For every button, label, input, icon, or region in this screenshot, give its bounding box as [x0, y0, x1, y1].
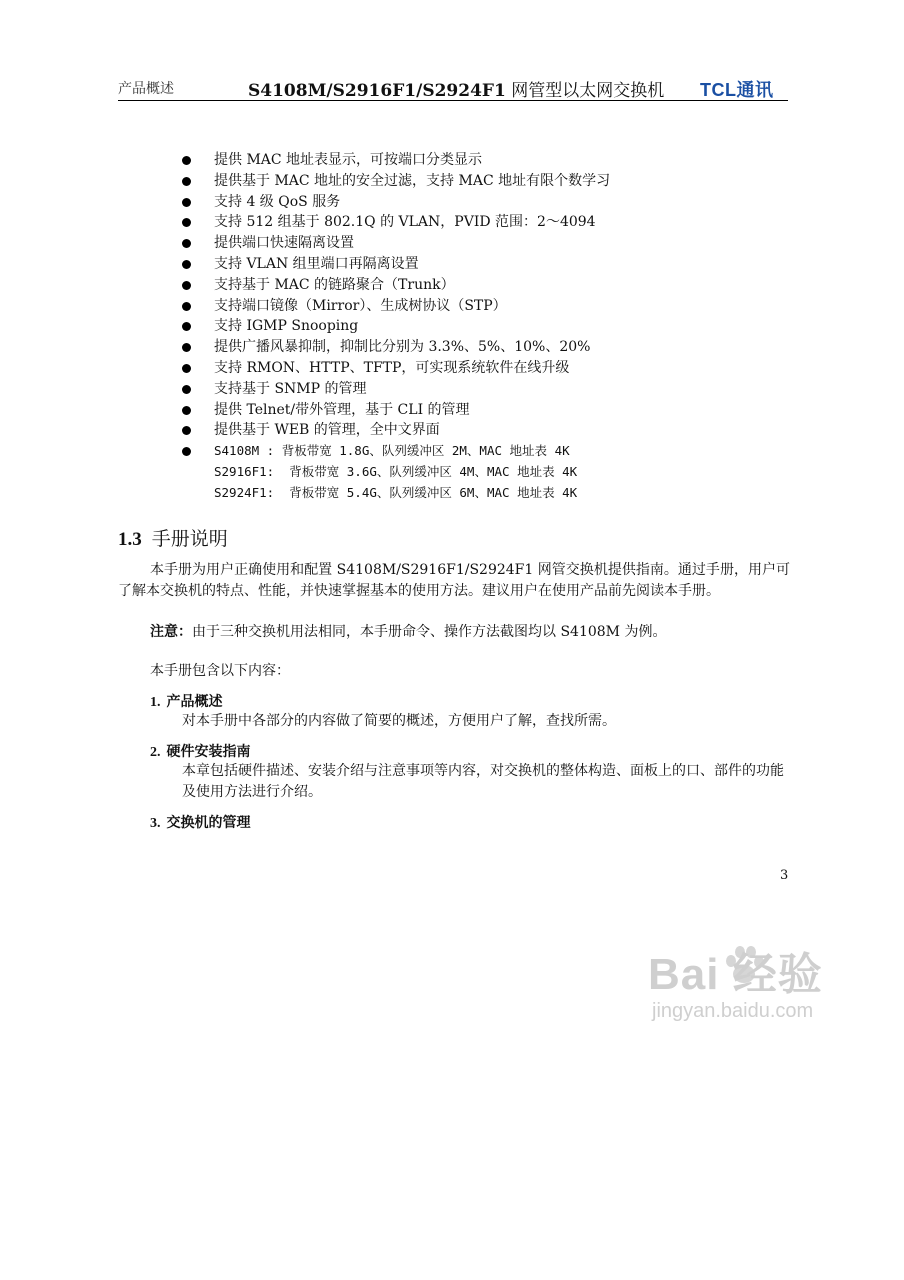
contents-item-desc: 对本手册中各部分的内容做了简要的概述，方便用户了解，查找所需。 — [182, 713, 616, 729]
bullet-icon — [182, 426, 191, 435]
bullet-icon — [182, 322, 191, 331]
bullet-icon — [182, 385, 191, 394]
note-text: 由于三种交换机用法相同，本手册命令、操作方法截图均以 S4108M 为例。 — [192, 624, 667, 640]
page-number: 3 — [780, 868, 789, 883]
feature-item: 支持基于 MAC 的链路聚合（Trunk） — [182, 275, 610, 296]
feature-item: 支持 VLAN 组里端口再隔离设置 — [182, 254, 610, 275]
feature-item: 提供广播风暴抑制，抑制比分别为 3.3%、5%、10%、20% — [182, 337, 610, 358]
watermark-url: jingyan.baidu.com — [652, 1000, 814, 1022]
section-number: 1.3 — [118, 529, 142, 550]
feature-item: 提供 Telnet/带外管理，基于 CLI 的管理 — [182, 400, 610, 421]
feature-item: 提供基于 WEB 的管理，全中文界面 — [182, 420, 610, 441]
feature-item: 提供 MAC 地址表显示，可按端口分类显示 — [182, 150, 610, 171]
watermark-logo: Bai 经验 — [648, 950, 823, 999]
feature-list — [182, 150, 610, 462]
bullet-icon — [182, 218, 191, 227]
spec-row-s4108m: S4108M : 背板带宽 1.8G、队列缓冲区 2M、MAC 地址表 4K — [214, 443, 570, 459]
section-title: 手册说明 — [151, 528, 228, 550]
bullet-icon — [182, 343, 191, 352]
contents-item-desc: 本章包括硬件描述、安装介绍与注意事项等内容，对交换机的整体构造、面板上的口、部件的功能及使用方法进行介绍。 — [182, 763, 784, 800]
header-title — [248, 76, 664, 101]
bullet-icon — [182, 260, 191, 269]
bullet-icon — [182, 156, 191, 165]
bullet-icon — [182, 406, 191, 415]
bullet-icon — [182, 198, 191, 207]
bullet-icon — [182, 177, 191, 186]
feature-item: 提供端口快速隔离设置 — [182, 233, 610, 254]
bullet-icon — [182, 364, 191, 373]
feature-item: 支持端口镜像（Mirror）、生成树协议（STP） — [182, 296, 610, 317]
section-heading — [118, 524, 228, 551]
contents-item-title: 2. 硬件安装指南 — [150, 744, 251, 760]
header-title-models: S4108M/S2916F1/S2924F1 — [248, 81, 506, 101]
feature-item: 支持 IGMP Snooping — [182, 316, 610, 337]
bullet-icon — [182, 239, 191, 248]
header-section-label: 产品概述 — [118, 81, 174, 97]
spec-row-s2924f1: S2924F1: 背板带宽 5.4G、队列缓冲区 6M、MAC 地址表 4K — [214, 485, 578, 500]
feature-item: 支持基于 SNMP 的管理 — [182, 379, 610, 400]
bullet-icon — [182, 447, 191, 456]
header-divider — [118, 100, 788, 101]
contents-intro: 本手册包含以下内容： — [150, 663, 290, 679]
feature-item — [182, 441, 610, 462]
feature-item: 支持 RMON、HTTP、TFTP，可实现系统软件在线升级 — [182, 358, 610, 379]
contents-item-title: 3. 交换机的管理 — [150, 815, 251, 831]
baidu-watermark — [648, 938, 823, 1023]
feature-item: 支持 4 级 QoS 服务 — [182, 192, 610, 213]
note — [150, 621, 666, 641]
section-paragraph: 本手册为用户正确使用和配置 S4108M/S2916F1/S2924F1 网管交换机提供指南。通过手册，用户可了解本交换机的特点、性能，并快速掌握基本的使用方法。建议用户在使用产品前先阅读本手册。 — [118, 562, 790, 599]
feature-item: 支持 512 组基于 802.1Q 的 VLAN，PVID 范围：2～4094 — [182, 212, 610, 233]
note-label: 注意： — [150, 624, 192, 640]
header-title-rest: 网管型以太网交换机 — [505, 81, 665, 101]
spec-row-s2916f1: S2916F1: 背板带宽 3.6G、队列缓冲区 4M、MAC 地址表 4K — [214, 464, 578, 479]
feature-item: 提供基于 MAC 地址的安全过滤，支持 MAC 地址有限个数学习 — [182, 171, 610, 192]
contents-item-title: 1. 产品概述 — [150, 694, 223, 710]
bullet-icon — [182, 302, 191, 311]
bullet-icon — [182, 281, 191, 290]
tcl-logo: TCL通讯 — [700, 80, 774, 100]
